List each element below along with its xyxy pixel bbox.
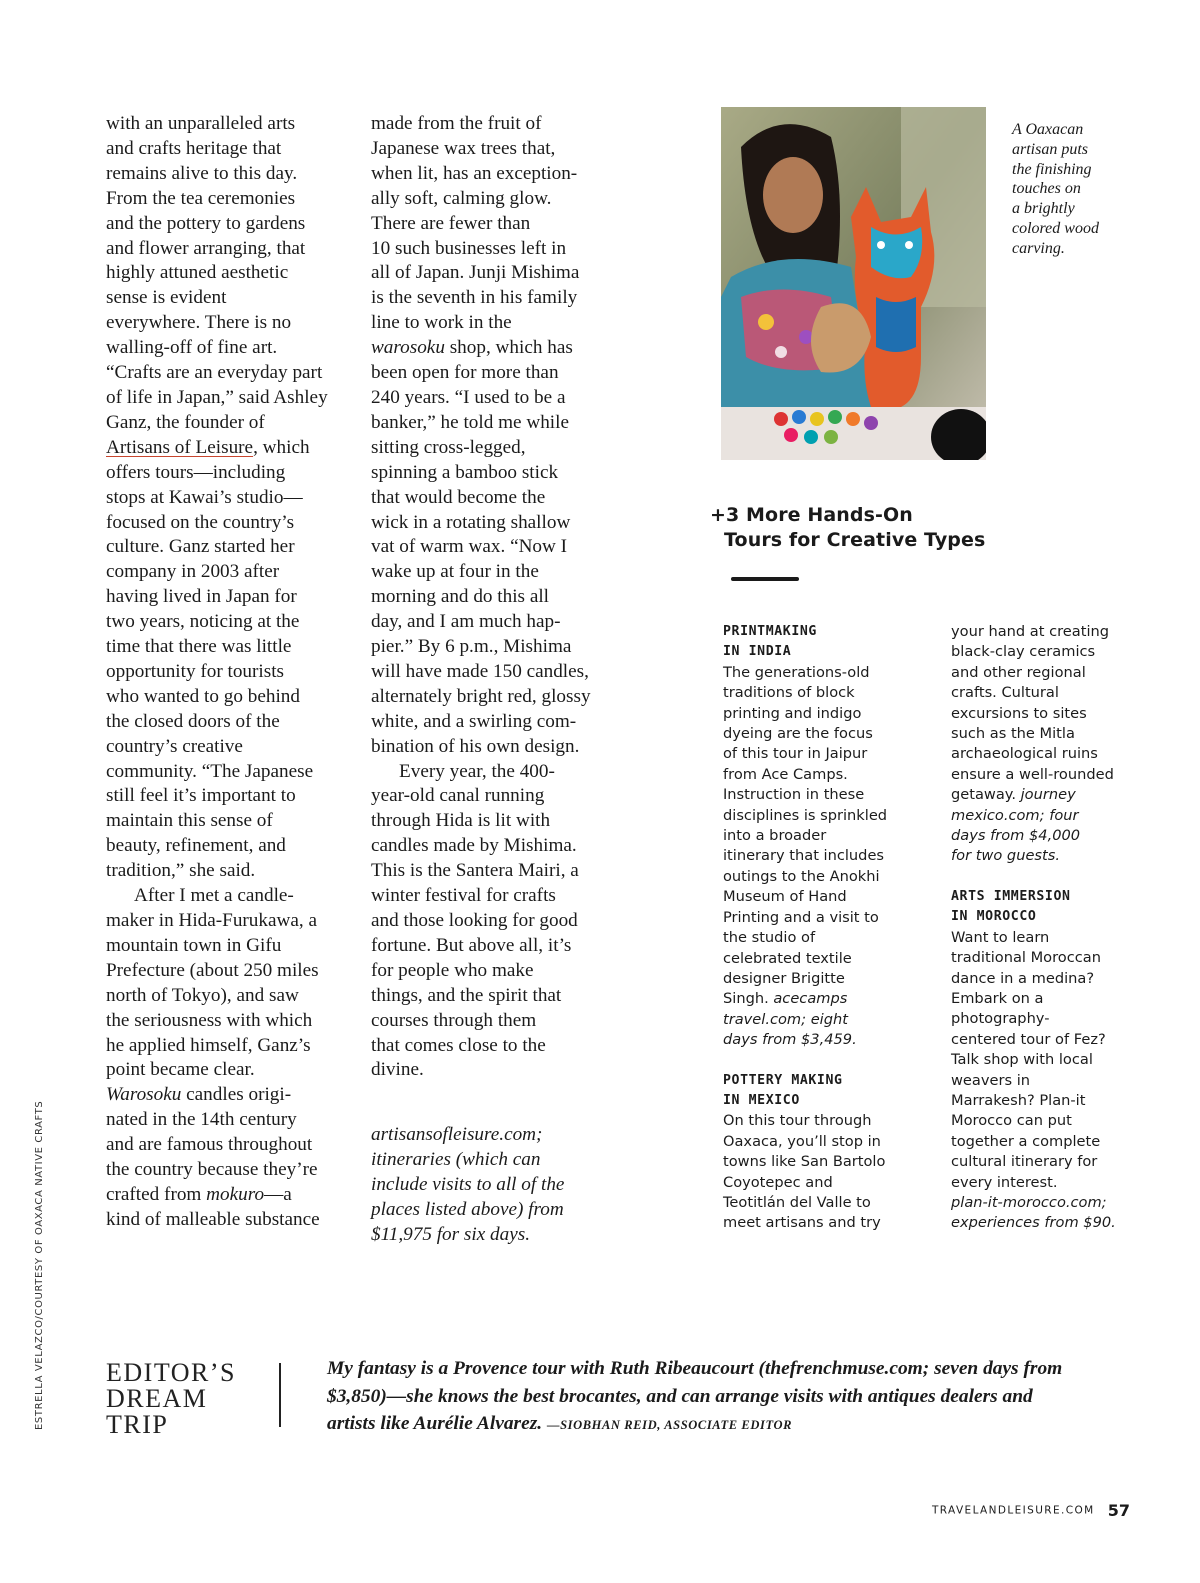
- text-line: Instruction in these: [723, 786, 865, 804]
- text-line: time that there was little: [106, 636, 292, 658]
- text-line: Museum of Hand: [723, 888, 847, 906]
- text-line: This is the Santera Mairi, a: [371, 860, 579, 882]
- text-line: candles made by Mishima.: [371, 835, 577, 857]
- text-line: crafts. Cultural: [951, 684, 1059, 702]
- text-line: the closed doors of the: [106, 710, 280, 732]
- tour-description-mexico: [723, 1111, 928, 1233]
- text-line: celebrated textile: [723, 949, 852, 967]
- text-line: Want to learn: [951, 928, 1050, 946]
- text-line: vat of warm wax. “Now I: [371, 536, 568, 558]
- text-line: 240 years. “I used to be a: [371, 386, 566, 408]
- text-line: who wanted to go behind: [106, 685, 300, 707]
- source-line[interactable]: artisansofleisure.com;: [371, 1124, 543, 1146]
- text-line: kind of malleable substance: [106, 1208, 320, 1230]
- text-line: cultural itinerary for: [951, 1153, 1098, 1171]
- text-line: sense is evident: [106, 287, 227, 309]
- text-line: together a complete: [951, 1132, 1101, 1150]
- article-paragraph: [106, 884, 344, 1233]
- text-line: After I met a candle-: [134, 885, 294, 907]
- text-line: Every year, the 400-: [399, 760, 555, 782]
- text-line: pier.” By 6 p.m., Mishima: [371, 636, 572, 658]
- article-source-info: [371, 1123, 611, 1248]
- term-warosoku: warosoku: [371, 337, 445, 359]
- tour-title-mexico: [723, 1071, 928, 1112]
- text-line: culture. Ganz started her: [106, 536, 295, 558]
- text-line: wick in a rotating shallow: [371, 511, 571, 533]
- page-number: 57: [1107, 1501, 1130, 1520]
- text-line: is the seventh in his family: [371, 287, 578, 309]
- article-column-2: [371, 112, 611, 1248]
- text-line: mountain town in Gifu: [106, 934, 282, 956]
- artisan-photo-illustration: [721, 107, 986, 460]
- text-line: divine.: [371, 1059, 424, 1081]
- text-line: into a broader: [723, 827, 827, 845]
- text-line: There are fewer than: [371, 212, 531, 234]
- tour-description-india: [723, 663, 928, 1051]
- text-line: maker in Hida-Furukawa, a: [106, 910, 317, 931]
- text-line: dyeing are the focus: [723, 725, 873, 743]
- text-line: community. “The Japanese: [106, 760, 314, 782]
- text-line: country’s creative: [106, 735, 243, 757]
- source-line: $11,975 for six days.: [371, 1223, 530, 1245]
- text-line: and the pottery to gardens: [106, 212, 306, 234]
- photo-caption: [1012, 120, 1142, 259]
- term-mokuro: mokuro: [206, 1183, 265, 1205]
- tour-title-line: IN MOROCCO: [951, 909, 1037, 925]
- text-line: the seriousness with which: [106, 1009, 313, 1031]
- text-line: crafted from: [106, 1183, 207, 1205]
- text-line: year-old canal running: [371, 785, 545, 807]
- caption-line: a brightly: [1012, 200, 1075, 218]
- text-line: candles origi-: [181, 1084, 292, 1106]
- text-line: he applied himself, Ganz’s: [106, 1034, 311, 1056]
- text-line: itinerary that includes: [723, 847, 885, 865]
- photo-credit-text: ESTRELLA VELAZCO/COURTESY OF OAXACA NATIVE CRAFTS: [34, 1100, 45, 1430]
- text-line: and crafts heritage that: [106, 137, 282, 159]
- text-line: focused on the country’s: [106, 511, 295, 533]
- sidebar-heading-line: +3 More Hands-On: [710, 504, 913, 526]
- text-line: of life in Japan,” said Ashley: [106, 386, 328, 408]
- text-line: ensure a well-rounded: [951, 765, 1114, 783]
- text-line: sitting cross-legged,: [371, 436, 526, 458]
- text-line: Teotitlán del Valle to: [723, 1193, 871, 1211]
- text-line: from Ace Camps.: [723, 765, 848, 783]
- text-line: white, and a swirling com-: [371, 710, 577, 732]
- tour-description-mexico-cont: [951, 622, 1151, 867]
- tour-title-line: PRINTMAKING: [723, 624, 817, 639]
- source-line: places listed above) from: [371, 1199, 564, 1221]
- text-line: having lived in Japan for: [106, 586, 297, 608]
- article-paragraph: [371, 112, 611, 760]
- text-line: offers tours—including: [106, 461, 286, 483]
- text-line: archaeological ruins: [951, 745, 1098, 763]
- editors-pick-body: My fantasy is a Provence tour with Ruth Ribeaucourt (thefrenchmuse.com; seven days from $3,850)—she knows the best brocantes, and can arrange visits with antiques dealers and artists like Aurélie Alvarez.: [327, 1358, 1063, 1434]
- text-line: winter festival for crafts: [371, 885, 556, 907]
- caption-line: touches on: [1012, 180, 1081, 198]
- text-line: still feel it’s important to: [106, 785, 296, 807]
- text-line: Morocco can put: [951, 1112, 1072, 1130]
- text-line: weavers in: [951, 1071, 1031, 1089]
- text-line: Marrakesh? Plan-it: [951, 1091, 1086, 1109]
- text-line: designer Brigitte: [723, 969, 845, 987]
- editors-pick-byline: —SIOBHAN REID, ASSOCIATE EDITOR: [546, 1418, 793, 1432]
- text-line: tradition,” she said.: [106, 860, 256, 882]
- text-line: that would become the: [371, 486, 546, 508]
- text-line: maintain this sense of: [106, 810, 273, 832]
- text-line: , which: [253, 436, 310, 458]
- text-line: walling-off of fine art.: [106, 337, 278, 359]
- text-line: Prefecture (about 250 miles: [106, 959, 319, 981]
- text-line: printing and indigo: [723, 704, 862, 722]
- text-line: getaway.: [951, 786, 1021, 804]
- article-column-1: [106, 112, 344, 1233]
- text-line: outings to the Anokhi: [723, 867, 880, 885]
- text-line: On this tour through: [723, 1112, 872, 1130]
- text-line: every interest.: [951, 1173, 1058, 1191]
- text-line: that comes close to the: [371, 1034, 546, 1056]
- text-line: From the tea ceremonies: [106, 187, 296, 209]
- text-line: shop, which has: [444, 337, 573, 359]
- photo-credit: [32, 1100, 48, 1430]
- text-line: and those looking for good: [371, 910, 578, 931]
- text-line: everywhere. There is no: [106, 312, 292, 334]
- text-line: line to work in the: [371, 312, 512, 334]
- text-line: been open for more than: [371, 362, 559, 384]
- text-line: nated in the 14th century: [106, 1109, 297, 1131]
- text-line: point became clear.: [106, 1059, 255, 1081]
- label-line: TRIP: [106, 1410, 169, 1439]
- page-footer: [932, 1500, 1130, 1520]
- caption-line: carving.: [1012, 239, 1065, 257]
- text-line: things, and the spirit that: [371, 984, 562, 1006]
- source-line: itineraries (which can: [371, 1149, 541, 1171]
- text-line: towns like San Bartolo: [723, 1153, 886, 1171]
- price-text: for two guests.: [951, 847, 1060, 865]
- text-line: “Crafts are an everyday part: [106, 362, 323, 384]
- text-line: will have made 150 candles,: [371, 660, 589, 682]
- text-line: all of Japan. Junji Mishima: [371, 262, 580, 284]
- label-line: EDITOR’S: [106, 1358, 236, 1387]
- text-line: the studio of: [723, 929, 816, 947]
- text-line: courses through them: [371, 1009, 537, 1031]
- journeymexico-link-text[interactable]: mexico.com; four: [951, 806, 1079, 824]
- text-line: Talk shop with local: [951, 1051, 1093, 1069]
- text-line: opportunity for tourists: [106, 660, 285, 682]
- tour-title-morocco: [951, 887, 1151, 928]
- text-line: and are famous throughout: [106, 1134, 313, 1156]
- text-line: and flower arranging, that: [106, 237, 306, 259]
- text-line: of this tour in Jaipur: [723, 745, 868, 763]
- editors-pick-text: [327, 1355, 1077, 1440]
- text-line: when lit, has an exception-: [371, 162, 578, 184]
- tour-title-line: POTTERY MAKING: [723, 1072, 843, 1088]
- text-line: beauty, refinement, and: [106, 835, 286, 857]
- text-line: made from the fruit of: [371, 113, 542, 134]
- site-url[interactable]: TRAVELANDLEISURE.COM: [931, 1504, 1095, 1517]
- tour-description-morocco: [951, 928, 1151, 1234]
- sidebar-column-2: [951, 622, 1151, 1234]
- editors-dream-trip-label: [106, 1360, 266, 1438]
- source-line: include visits to all of the: [371, 1174, 565, 1196]
- text-line: north of Tokyo), and saw: [106, 984, 299, 1006]
- tour-title-line: IN MEXICO: [723, 1092, 800, 1108]
- text-line: highly attuned aesthetic: [106, 262, 289, 284]
- text-line: photography-: [951, 1010, 1050, 1028]
- plan-it-morocco-link[interactable]: plan-it-morocco.com;: [951, 1193, 1107, 1211]
- acecamps-link-text[interactable]: travel.com; eight: [723, 1010, 848, 1028]
- text-line: and other regional: [951, 663, 1086, 681]
- text-line: through Hida is lit with: [371, 810, 551, 832]
- text-line: Printing and a visit to: [723, 908, 879, 926]
- article-paragraph: [371, 760, 611, 1084]
- artisans-of-leisure-link[interactable]: Artisans of Leisure: [106, 436, 254, 458]
- sidebar-heading-line: Tours for Creative Types: [724, 529, 986, 551]
- text-line: traditional Moroccan: [951, 949, 1101, 967]
- label-line: DREAM: [106, 1384, 208, 1413]
- caption-line: artisan puts: [1012, 140, 1089, 158]
- text-line: remains alive to this day.: [106, 162, 298, 184]
- text-line: Singh.: [723, 990, 774, 1008]
- text-line: 10 such businesses left in: [371, 237, 567, 259]
- acecamps-link[interactable]: acecamps: [773, 990, 848, 1008]
- text-line: disciplines is sprinkled: [723, 806, 888, 824]
- tour-title-india: [723, 622, 928, 663]
- text-line: meet artisans and try: [723, 1214, 881, 1232]
- text-line: banker,” he told me while: [371, 411, 569, 433]
- text-line: centered tour of Fez?: [951, 1030, 1106, 1048]
- text-line: the country because they’re: [106, 1159, 318, 1181]
- text-line: spinning a bamboo stick: [371, 461, 559, 483]
- article-paragraph: [106, 112, 344, 884]
- text-line: ally soft, calming glow.: [371, 187, 552, 209]
- journeymexico-link[interactable]: journey: [1020, 786, 1076, 804]
- editors-pick-divider: [279, 1363, 281, 1427]
- tour-title-line: IN INDIA: [723, 644, 792, 660]
- text-line: two years, noticing at the: [106, 611, 300, 633]
- artisan-photo: [721, 107, 986, 460]
- text-line: company in 2003 after: [106, 561, 280, 583]
- sidebar-heading: [710, 503, 1130, 553]
- text-line: with an unparalleled arts: [106, 113, 296, 134]
- text-line: Japanese wax trees that,: [371, 137, 556, 159]
- caption-line: colored wood: [1012, 219, 1099, 237]
- text-line: The generations-old: [723, 663, 870, 681]
- text-line: dance in a medina?: [951, 969, 1095, 987]
- text-line: day, and I am much hap-: [371, 611, 561, 633]
- price-text: days from $3,459.: [723, 1031, 857, 1049]
- text-line: Ganz, the founder of: [106, 411, 265, 433]
- text-line: traditions of block: [723, 684, 855, 702]
- text-line: your hand at creating: [951, 623, 1110, 640]
- text-line: Oaxaca, you’ll stop in: [723, 1132, 881, 1150]
- sidebar-column-1: [723, 622, 928, 1234]
- text-line: —a: [264, 1183, 292, 1205]
- sidebar-rule: [731, 577, 799, 581]
- caption-line: the finishing: [1012, 160, 1092, 178]
- text-line: morning and do this all: [371, 586, 549, 608]
- tour-title-line: ARTS IMMERSION: [951, 888, 1071, 904]
- text-line: wake up at four in the: [371, 561, 539, 583]
- text-line: Embark on a: [951, 989, 1044, 1007]
- text-line: alternately bright red, glossy: [371, 685, 591, 707]
- text-line: fortune. But above all, it’s: [371, 934, 572, 956]
- price-text: experiences from $90.: [951, 1214, 1116, 1232]
- text-line: excursions to sites: [951, 704, 1087, 722]
- price-text: days from $4,000: [951, 827, 1081, 845]
- text-line: such as the Mitla: [951, 725, 1075, 743]
- text-line: Coyotepec and: [723, 1173, 833, 1191]
- caption-line: A Oaxacan: [1012, 121, 1084, 138]
- text-line: black-clay ceramics: [951, 643, 1096, 661]
- text-line: bination of his own design.: [371, 735, 580, 757]
- text-line: for people who make: [371, 959, 534, 981]
- text-line: stops at Kawai’s studio—: [106, 486, 303, 508]
- term-warosoku: Warosoku: [106, 1084, 182, 1106]
